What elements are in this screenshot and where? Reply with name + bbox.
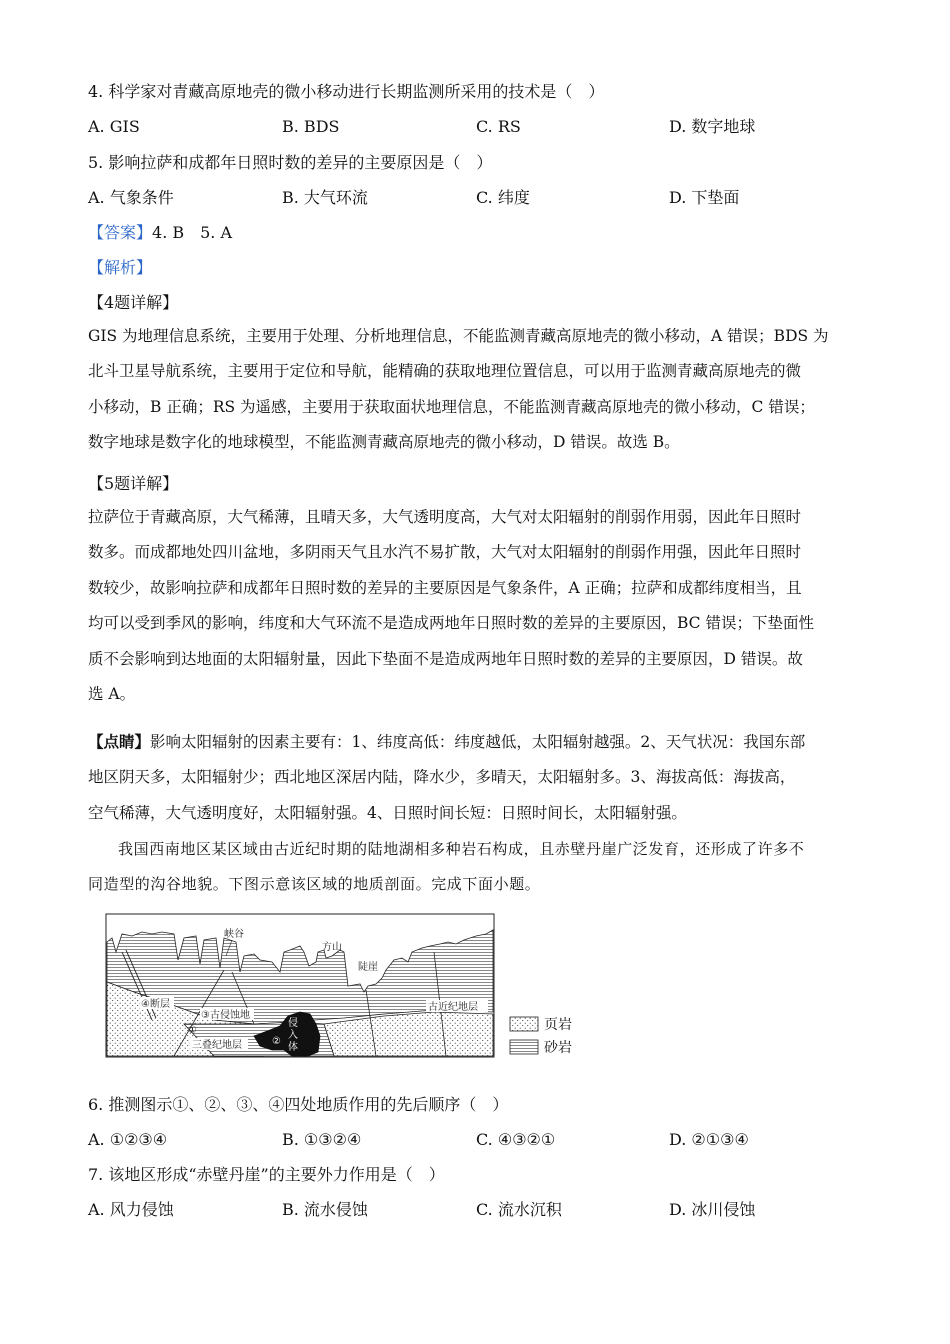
q6-stem: 6. 推测图示①、②、③、④四处地质作用的先后顺序（ ） bbox=[88, 1095, 509, 1114]
q4-option-d[interactable]: D. 数字地球 bbox=[669, 117, 756, 136]
q4-stem: 4. 科学家对青藏高原地壳的微小移动进行长期监测所采用的技术是（ ） bbox=[88, 82, 605, 101]
q5-option-b[interactable]: B. 大气环流 bbox=[282, 188, 368, 207]
label-triassic: 三叠纪地层 bbox=[192, 1040, 242, 1051]
label-triassic-num: ① bbox=[188, 1025, 197, 1036]
detail4-line: GIS 为地理信息系统，主要用于处理、分析地理信息，不能监测青藏高原地壳的微小移动，A 错误；BDS 为 bbox=[88, 327, 829, 345]
q4-option-c[interactable]: C. RS bbox=[476, 117, 521, 136]
q5-option-d[interactable]: D. 下垫面 bbox=[669, 188, 740, 207]
q7-option-a[interactable]: A. 风力侵蚀 bbox=[88, 1200, 174, 1219]
label-intrusion-3: 体 bbox=[288, 1042, 298, 1053]
label-paleo-erosion: ③古侵蚀地 bbox=[201, 1010, 250, 1021]
q7-option-b[interactable]: B. 流水侵蚀 bbox=[282, 1200, 368, 1219]
detail5-line: 数较少，故影响拉萨和成都年日照时数的差异的主要原因是气象条件，A 正确；拉萨和成都纬度相当，且 bbox=[88, 578, 802, 597]
label-mesa: 方山 bbox=[322, 942, 342, 953]
intro-body bbox=[88, 832, 860, 903]
q5-option-a[interactable]: A. 气象条件 bbox=[88, 188, 174, 207]
answer-text: 4. B 5. A bbox=[152, 223, 233, 242]
label-fault: ④断层 bbox=[141, 999, 170, 1010]
detail5-line: 数多。而成都地处四川盆地，多阴雨天气且水汽不易扩散，大气对太阳辐射的削弱作用强，因此年日照时 bbox=[88, 543, 802, 562]
label-intrusion-2: 入 bbox=[288, 1030, 298, 1041]
detail4-line: 北斗卫星导航系统，主要用于定位和导航，能精确的获取地理位置信息，可以用于监测青藏高原地壳的微 bbox=[88, 362, 802, 381]
answer-tag: 【答案】 bbox=[88, 223, 153, 242]
legend-shale-swatch bbox=[510, 1017, 538, 1031]
label-canyon: 峡谷 bbox=[224, 929, 244, 940]
detail4-line: 数字地球是数字化的地球模型，不能监测青藏高原地壳的微小移动，D 错误。故选 B。 bbox=[88, 433, 680, 452]
label-intrusion-1: 侵 bbox=[288, 1018, 298, 1029]
geological-section-figure bbox=[104, 912, 594, 1062]
legend-sandstone-swatch bbox=[510, 1040, 538, 1054]
detail5-heading: 【5题详解】 bbox=[88, 474, 179, 493]
q4-option-a[interactable]: A. GIS bbox=[88, 117, 140, 136]
q7-option-c[interactable]: C. 流水沉积 bbox=[476, 1200, 562, 1219]
answer-line bbox=[88, 223, 232, 243]
tip-line: 地区阴天多，太阳辐射少；西北地区深居内陆，降水少，多晴天，太阳辐射多。3、海拔高低：海拔高， bbox=[88, 768, 796, 787]
label-paleogene: 古近纪地层 bbox=[428, 1002, 478, 1013]
analysis-tag: 【解析】 bbox=[88, 258, 153, 277]
q6-option-b[interactable]: B. ①③②④ bbox=[282, 1130, 362, 1149]
label-cliff: 陡崖 bbox=[358, 962, 378, 973]
q7-option-d[interactable]: D. 冰川侵蚀 bbox=[669, 1200, 756, 1219]
q6-option-a[interactable]: A. ①②③④ bbox=[88, 1130, 168, 1149]
intro-line: 同造型的沟谷地貌。下图示意该区域的地质剖面。完成下面小题。 bbox=[88, 875, 541, 894]
tip-line-0 bbox=[88, 724, 860, 760]
legend-sandstone-label: 砂岩 bbox=[544, 1040, 572, 1056]
intro-line: 我国西南地区某区域由古近纪时期的陆地湖相多种岩石构成，且赤壁丹崖广泛发育，还形成了许多不 bbox=[118, 840, 805, 858]
q4-option-b[interactable]: B. BDS bbox=[282, 117, 340, 136]
q6-option-d[interactable]: D. ②①③④ bbox=[669, 1130, 749, 1149]
detail4-line: 小移动，B 正确；RS 为遥感，主要用于获取面状地理信息，不能监测青藏高原地壳的微小移动，C 错误； bbox=[88, 397, 815, 416]
legend-shale-label: 页岩 bbox=[544, 1017, 572, 1033]
tip-line: 空气稀薄，大气透明度好，太阳辐射强。4、日照时间长短：日照时间长，太阳辐射强。 bbox=[88, 803, 687, 822]
tip-tag: 【点睛】 bbox=[88, 732, 151, 751]
detail4-heading: 【4题详解】 bbox=[88, 293, 179, 312]
detail5-line: 质不会影响到达地面的太阳辐射量，因此下垫面不是造成两地年日照时数的差异的主要原因，D 错误。故 bbox=[88, 649, 803, 668]
detail5-line: 选 A。 bbox=[88, 685, 136, 704]
detail5-line: 均可以受到季风的影响，纬度和大气环流不是造成两地年日照时数的差异的主要原因，BC 错误；下垫面性 bbox=[88, 614, 814, 633]
detail5-line: 拉萨位于青藏高原，大气稀薄，且晴天多，大气透明度高，大气对太阳辐射的削弱作用弱，因此年日照时 bbox=[88, 508, 802, 526]
q5-option-c[interactable]: C. 纬度 bbox=[476, 188, 530, 207]
label-intrusion-num: ② bbox=[272, 1036, 281, 1047]
q7-stem: 7. 该地区形成“赤壁丹崖”的主要外力作用是（ ） bbox=[88, 1165, 445, 1184]
q6-option-c[interactable]: C. ④③②① bbox=[476, 1130, 556, 1149]
detail5-body bbox=[88, 500, 860, 712]
tip-line-text: 影响太阳辐射的因素主要有：1、纬度高低：纬度越低，太阳辐射越强。2、天气状况：我国东部 bbox=[150, 733, 806, 751]
tip-body bbox=[88, 724, 860, 831]
q5-stem: 5. 影响拉萨和成都年日照时数的差异的主要原因是（ ） bbox=[88, 153, 493, 172]
detail4-body bbox=[88, 319, 860, 461]
